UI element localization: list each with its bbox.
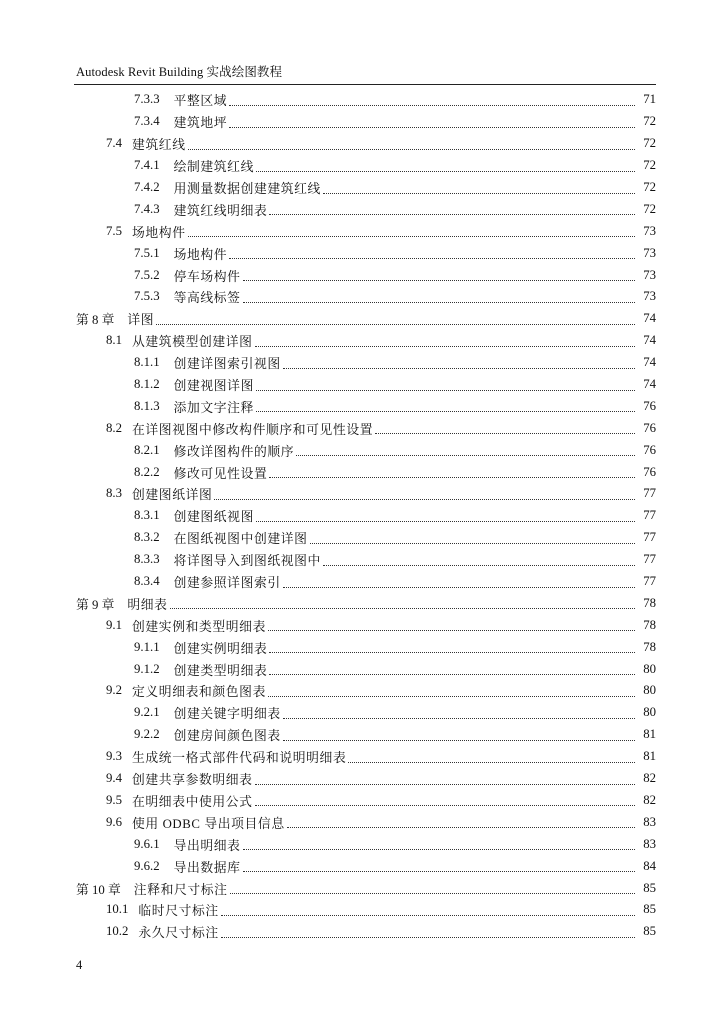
toc-entry-number: 8.3.3	[134, 552, 160, 567]
toc-dot-leader	[375, 424, 635, 434]
toc-entry-page: 77	[643, 508, 656, 523]
toc-entry[interactable]	[0, 746, 726, 768]
toc-dot-leader	[269, 665, 635, 675]
toc-entry-page: 73	[643, 267, 656, 282]
toc-entry-title: 创建关键字明细表	[173, 707, 281, 722]
toc-entry-number: 9.6.1	[134, 836, 160, 851]
toc-dot-leader	[229, 96, 635, 106]
toc-dot-leader	[221, 928, 635, 938]
toc-entry-title: 建筑红线	[132, 138, 186, 153]
toc-entry-number: 8.1.1	[134, 355, 160, 370]
toc-entry[interactable]	[0, 614, 726, 636]
toc-entry[interactable]	[0, 921, 726, 943]
toc-entry[interactable]	[0, 680, 726, 702]
toc-entry-page: 72	[643, 114, 656, 129]
toc-entry-number: 7.5.1	[134, 245, 160, 260]
toc-entry[interactable]	[0, 111, 726, 133]
toc-entry-number: 9.6.2	[134, 858, 160, 873]
toc-dot-leader	[255, 775, 635, 785]
toc-entry-title: 将详图导入到图纸视图中	[173, 554, 321, 569]
toc-entry-title: 创建实例明细表	[173, 641, 268, 656]
toc-entry-page: 71	[643, 92, 656, 107]
toc-entry-title: 临时尺寸标注	[138, 904, 219, 919]
toc-entry[interactable]	[0, 899, 726, 921]
toc-entry-number: 7.5.3	[134, 289, 160, 304]
toc-entry[interactable]	[0, 395, 726, 417]
toc-dot-leader	[229, 249, 635, 259]
toc-entry-page: 78	[643, 639, 656, 654]
toc-dot-leader	[323, 556, 635, 566]
toc-entry[interactable]	[0, 571, 726, 593]
toc-entry-title: 建筑地坪	[173, 116, 228, 131]
toc-entry-number: 9.4	[106, 771, 122, 786]
toc-entry-title: 使用 ODBC 导出项目信息	[132, 816, 285, 831]
toc-entry-page: 72	[643, 180, 656, 194]
toc-entry-page: 72	[643, 201, 656, 216]
toc-entry[interactable]	[0, 855, 726, 877]
toc-entry[interactable]	[0, 155, 726, 177]
toc-entry-number: 9.5	[106, 792, 122, 807]
toc-entry-number: 第 10 章	[76, 882, 121, 897]
toc-entry-number: 7.4	[106, 136, 122, 151]
toc-entry-number: 9.2	[106, 683, 122, 698]
toc-entry[interactable]	[0, 89, 726, 111]
table-of-contents	[0, 89, 726, 943]
toc-entry[interactable]	[0, 702, 726, 724]
toc-entry-title: 创建图纸详图	[132, 488, 213, 503]
toc-entry-page: 78	[643, 617, 656, 632]
toc-entry-number: 9.1.1	[134, 639, 160, 654]
toc-dot-leader	[256, 512, 635, 522]
toc-dot-leader	[243, 271, 635, 281]
toc-entry-page: 73	[643, 289, 656, 304]
toc-dot-leader	[243, 840, 635, 850]
toc-dot-leader	[221, 906, 635, 916]
toc-entry-page: 73	[643, 223, 656, 238]
toc-entry[interactable]	[0, 198, 726, 220]
toc-entry-title: 用测量数据创建建筑红线	[173, 182, 321, 196]
toc-entry-page: 80	[643, 683, 656, 698]
toc-entry[interactable]	[0, 483, 726, 505]
toc-dot-leader	[323, 184, 635, 194]
toc-entry[interactable]	[0, 308, 726, 330]
page-number: 4	[76, 958, 83, 972]
toc-entry-page: 76	[643, 398, 656, 413]
toc-entry-page: 80	[643, 661, 656, 676]
toc-entry-title: 创建详图索引视图	[173, 357, 281, 372]
toc-entry-number: 10.1	[106, 902, 129, 917]
toc-entry-title: 停车场构件	[173, 269, 241, 284]
toc-entry-title: 详图	[127, 313, 155, 328]
toc-dot-leader	[269, 468, 635, 478]
toc-entry-title: 场地构件	[132, 225, 186, 240]
toc-entry-title: 建筑红线明细表	[173, 203, 268, 218]
toc-entry-page: 72	[643, 136, 656, 151]
toc-entry-number: 7.4.3	[134, 201, 160, 216]
toc-entry[interactable]	[0, 439, 726, 461]
toc-entry-page: 77	[643, 530, 656, 545]
toc-entry-title: 在详图视图中修改构件顺序和可见性设置	[132, 422, 374, 437]
toc-dot-leader	[283, 709, 635, 719]
toc-dot-leader	[256, 402, 635, 412]
toc-dot-leader	[170, 599, 635, 609]
toc-entry-title: 平整区域	[173, 94, 228, 109]
toc-entry-title: 创建参照详图索引	[173, 576, 281, 591]
toc-entry-number: 7.5	[106, 223, 122, 238]
toc-entry-number: 9.2.2	[134, 727, 160, 742]
toc-entry-number: 8.2.1	[134, 442, 160, 457]
toc-entry-page: 84	[643, 858, 656, 873]
toc-dot-leader	[255, 337, 635, 347]
toc-entry-page: 81	[643, 727, 656, 742]
toc-dot-leader	[268, 621, 635, 631]
toc-entry-page: 82	[643, 771, 656, 786]
toc-entry-number: 8.3.2	[134, 530, 160, 545]
toc-dot-leader	[188, 140, 635, 150]
toc-entry[interactable]	[0, 177, 726, 199]
toc-entry-title: 明细表	[127, 597, 168, 612]
toc-entry-page: 82	[643, 792, 656, 807]
toc-entry[interactable]	[0, 374, 726, 396]
toc-entry-title: 注释和尺寸标注	[133, 882, 228, 897]
toc-dot-leader	[287, 818, 635, 828]
toc-entry-page: 77	[643, 486, 656, 501]
toc-entry-page: 81	[643, 749, 656, 764]
toc-entry-title: 创建视图详图	[173, 379, 254, 394]
toc-entry-number: 8.2.2	[134, 464, 160, 479]
toc-dot-leader	[243, 862, 635, 872]
toc-dot-leader	[255, 796, 635, 806]
toc-entry-page: 83	[643, 836, 656, 851]
toc-entry-page: 78	[643, 595, 656, 610]
toc-entry-title: 永久尺寸标注	[138, 926, 219, 941]
toc-entry[interactable]	[0, 220, 726, 242]
toc-entry-page: 74	[643, 377, 656, 392]
toc-dot-leader	[256, 162, 635, 172]
toc-entry-number: 8.1	[106, 333, 122, 348]
toc-entry-title: 在图纸视图中创建详图	[173, 532, 308, 547]
toc-entry-title: 等高线标签	[173, 291, 241, 306]
toc-entry[interactable]	[0, 264, 726, 286]
toc-entry-page: 77	[643, 552, 656, 567]
toc-entry[interactable]	[0, 549, 726, 571]
toc-entry-number: 9.6	[106, 814, 122, 829]
toc-entry-page: 76	[643, 442, 656, 457]
toc-dot-leader	[214, 490, 635, 500]
toc-entry-number: 9.1	[106, 617, 122, 632]
toc-entry-title: 创建房间颜色图表	[173, 729, 281, 744]
toc-entry-title: 在明细表中使用公式	[132, 794, 253, 809]
toc-entry-number: 7.3.3	[134, 92, 160, 107]
toc-entry[interactable]	[0, 417, 726, 439]
toc-dot-leader	[188, 227, 635, 237]
toc-entry[interactable]	[0, 505, 726, 527]
toc-entry-number: 9.1.2	[134, 661, 160, 676]
toc-entry[interactable]	[0, 242, 726, 264]
toc-entry[interactable]	[0, 286, 726, 308]
toc-entry[interactable]	[0, 658, 726, 680]
toc-entry-number: 第 8 章	[76, 313, 115, 328]
toc-entry-number: 7.4.2	[134, 180, 160, 194]
toc-entry-title: 修改可见性设置	[173, 466, 268, 481]
toc-entry-title: 绘制建筑红线	[173, 160, 254, 175]
toc-entry-page: 74	[643, 311, 656, 326]
toc-dot-leader	[283, 578, 635, 588]
toc-entry-page: 85	[643, 902, 656, 917]
toc-entry-title: 生成统一格式部件代码和说明明细表	[132, 751, 347, 766]
toc-dot-leader	[348, 753, 635, 763]
toc-entry-number: 10.2	[106, 924, 129, 939]
toc-dot-leader	[243, 293, 635, 303]
toc-entry-number: 7.3.4	[134, 114, 160, 129]
toc-entry-title: 创建类型明细表	[173, 663, 268, 678]
toc-entry-number: 7.4.1	[134, 158, 160, 173]
toc-entry-number: 8.3	[106, 486, 122, 501]
toc-entry[interactable]	[0, 833, 726, 855]
running-header: Autodesk Revit Building 实战绘图教程	[76, 65, 283, 79]
toc-entry[interactable]	[0, 636, 726, 658]
toc-entry-number: 8.3.1	[134, 508, 160, 523]
toc-entry-number: 第 9 章	[76, 597, 115, 612]
toc-entry-number: 8.1.2	[134, 377, 160, 392]
toc-entry-page: 74	[643, 333, 656, 348]
toc-entry-page: 77	[643, 574, 656, 589]
toc-dot-leader	[310, 534, 635, 544]
toc-entry-title: 添加文字注释	[173, 400, 254, 415]
toc-entry-number: 9.3	[106, 749, 122, 764]
toc-entry-number: 7.5.2	[134, 267, 160, 282]
toc-entry[interactable]	[0, 790, 726, 812]
toc-entry[interactable]	[0, 461, 726, 483]
toc-entry-title: 创建共享参数明细表	[132, 773, 253, 788]
toc-dot-leader	[256, 381, 635, 391]
toc-entry-title: 定义明细表和颜色图表	[132, 685, 266, 700]
toc-entry[interactable]	[0, 133, 726, 155]
toc-entry-page: 73	[643, 245, 656, 260]
toc-entry-page: 85	[643, 924, 656, 939]
toc-entry-number: 8.1.3	[134, 398, 160, 413]
toc-dot-leader	[283, 359, 635, 369]
toc-entry-page: 85	[643, 880, 656, 895]
toc-dot-leader	[296, 446, 635, 456]
toc-dot-leader	[229, 118, 635, 128]
toc-entry-title: 导出明细表	[173, 838, 241, 853]
toc-dot-leader	[156, 315, 635, 325]
toc-entry-page: 74	[643, 355, 656, 370]
toc-entry[interactable]	[0, 330, 726, 352]
toc-entry-number: 8.2	[106, 420, 122, 435]
toc-entry-title: 修改详图构件的顺序	[173, 444, 295, 459]
toc-entry-title: 从建筑模型创建详图	[132, 335, 253, 350]
header-rule	[74, 84, 656, 85]
toc-dot-leader	[230, 884, 635, 894]
toc-entry[interactable]	[0, 527, 726, 549]
toc-entry[interactable]	[0, 877, 726, 899]
toc-dot-leader	[269, 643, 635, 653]
toc-entry-title: 创建实例和类型明细表	[132, 619, 266, 634]
toc-entry[interactable]	[0, 352, 726, 374]
toc-entry-title: 导出数据库	[173, 860, 241, 875]
toc-entry-title: 场地构件	[173, 247, 228, 262]
toc-entry[interactable]	[0, 811, 726, 833]
toc-entry-page: 76	[643, 420, 656, 435]
toc-entry-title: 创建图纸视图	[173, 510, 254, 525]
toc-dot-leader	[283, 731, 635, 741]
toc-entry[interactable]	[0, 592, 726, 614]
toc-entry[interactable]	[0, 768, 726, 790]
toc-entry-page: 80	[643, 705, 656, 720]
toc-dot-leader	[268, 687, 635, 697]
toc-entry-page: 72	[643, 158, 656, 173]
toc-dot-leader	[269, 205, 635, 215]
toc-entry-number: 8.3.4	[134, 574, 160, 589]
toc-entry-page: 83	[643, 814, 656, 829]
toc-entry-number: 9.2.1	[134, 705, 160, 720]
toc-entry-page: 76	[643, 464, 656, 479]
toc-entry[interactable]	[0, 724, 726, 746]
